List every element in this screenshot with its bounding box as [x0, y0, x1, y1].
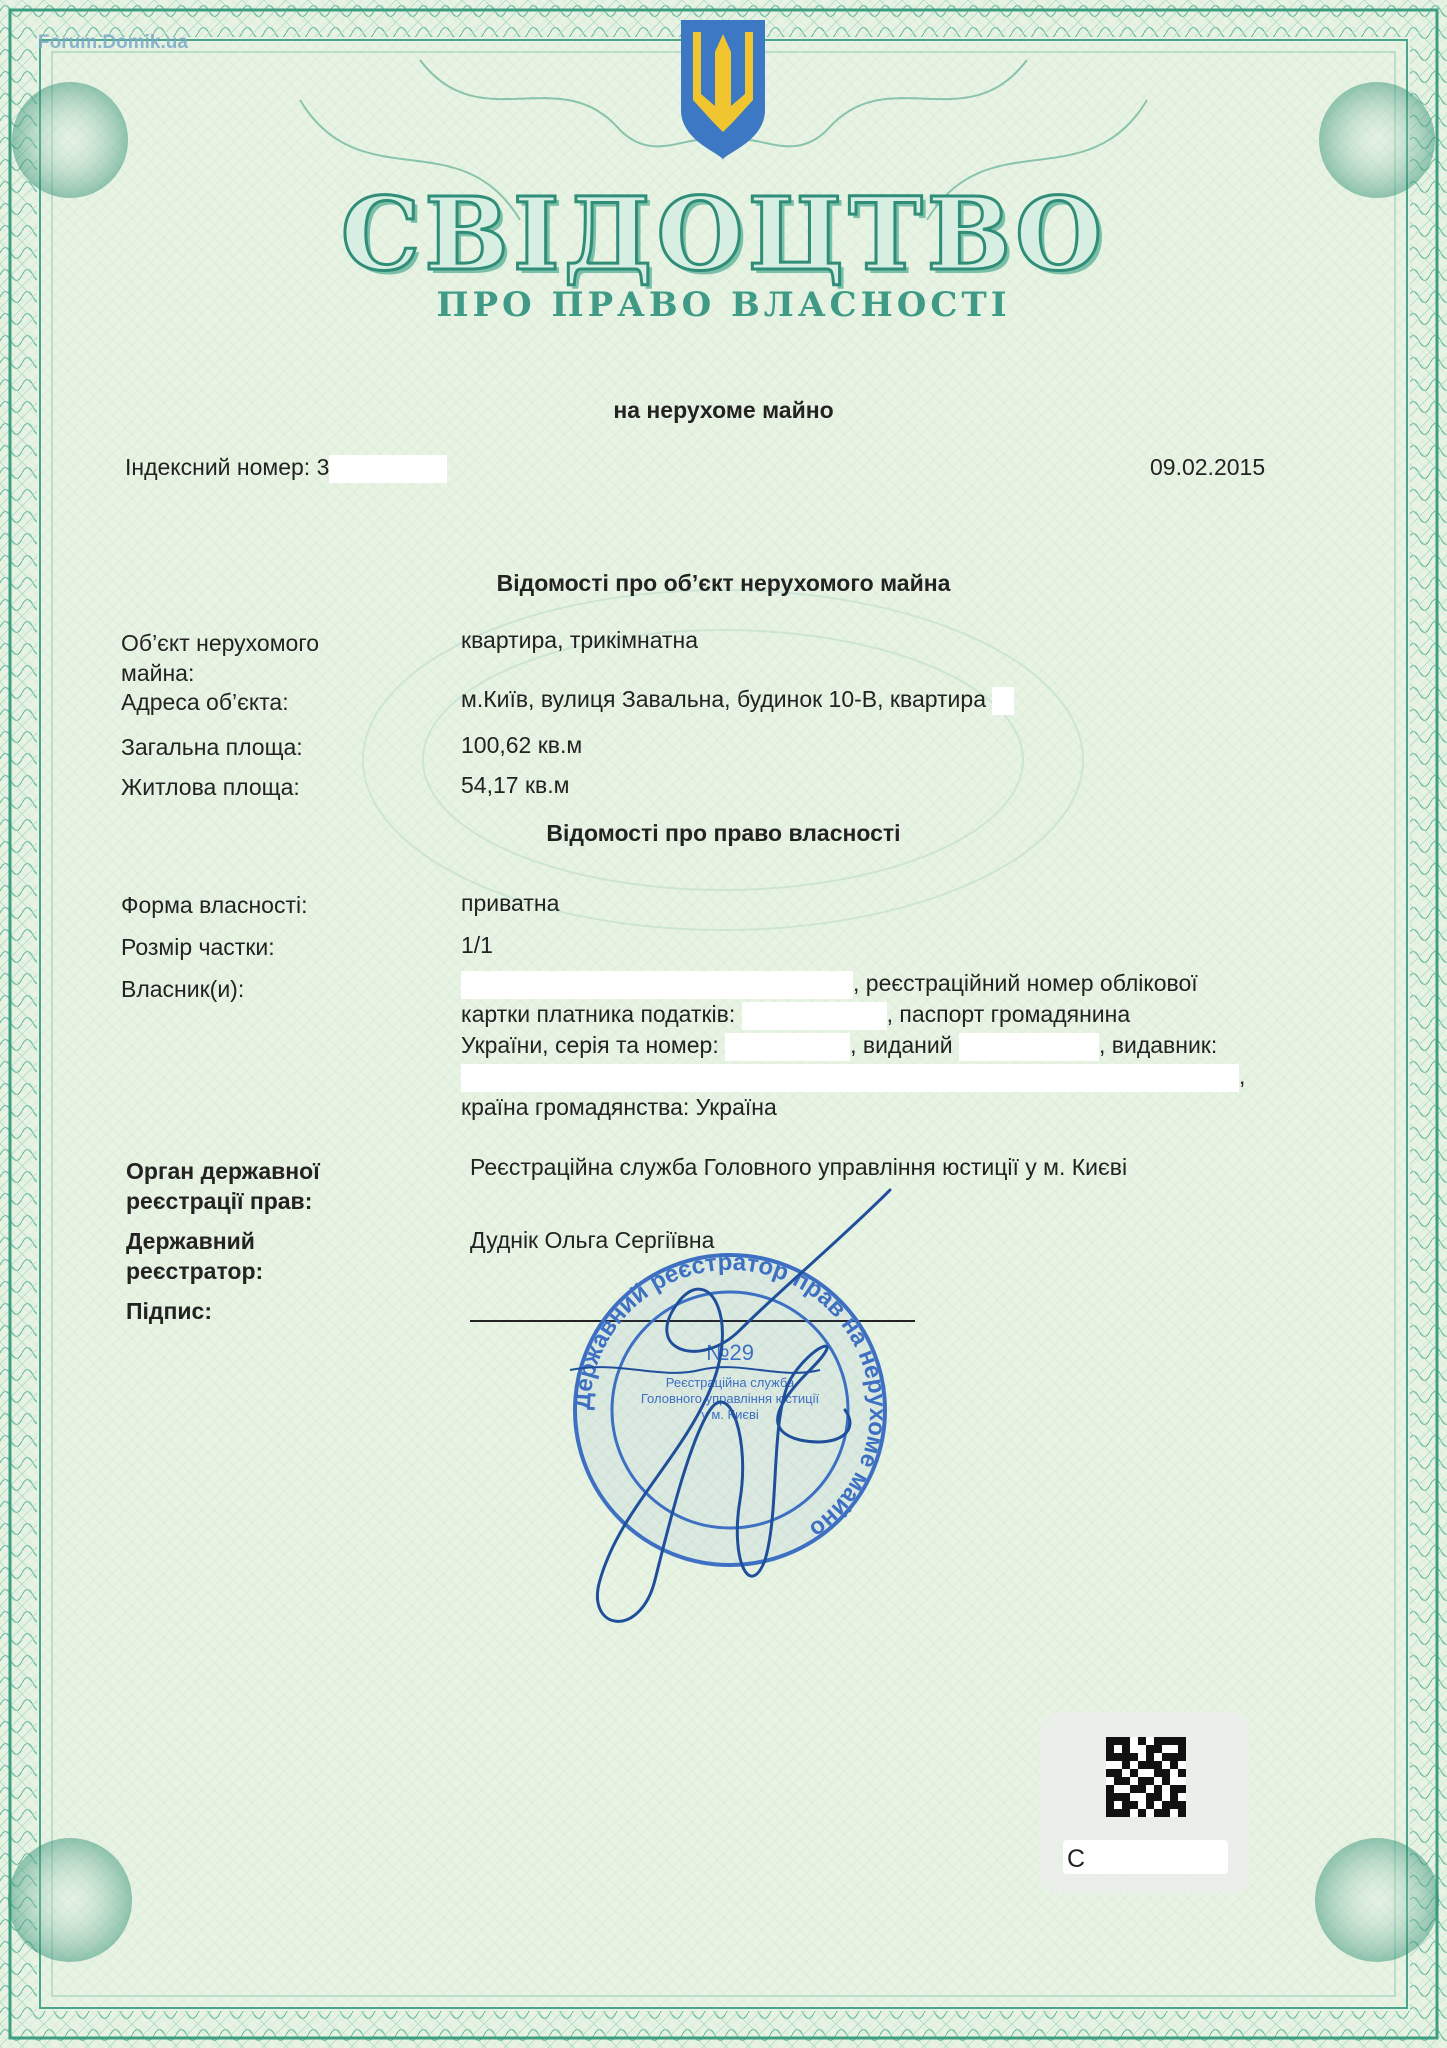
- stamp-number: №29: [705, 1340, 755, 1365]
- qr-module: [1154, 1737, 1162, 1745]
- qr-module: [1170, 1777, 1178, 1785]
- ownership-form-value: приватна: [461, 890, 560, 916]
- qr-module: [1162, 1769, 1170, 1777]
- qr-code: [1106, 1737, 1186, 1817]
- qr-module: [1122, 1785, 1130, 1793]
- qr-module: [1162, 1793, 1170, 1801]
- qr-module: [1106, 1785, 1114, 1793]
- qr-module: [1130, 1801, 1138, 1809]
- qr-module: [1146, 1809, 1154, 1817]
- qr-module: [1130, 1777, 1138, 1785]
- qr-module: [1178, 1793, 1186, 1801]
- qr-module: [1162, 1777, 1170, 1785]
- total-area-label: Загальна площа:: [121, 734, 303, 760]
- qr-module: [1162, 1745, 1170, 1753]
- owner-details: [461, 968, 1291, 1122]
- qr-module: [1178, 1809, 1186, 1817]
- owner-line-4: [461, 1061, 1291, 1092]
- qr-module: [1154, 1761, 1162, 1769]
- qr-module: [1114, 1785, 1122, 1793]
- qr-module: [1154, 1785, 1162, 1793]
- qr-module: [1106, 1793, 1114, 1801]
- stamp-ring-text: Державний реєстратор прав на нерухоме майно: [568, 1248, 892, 1544]
- qr-module: [1106, 1809, 1114, 1817]
- signature-label: Підпис:: [126, 1298, 213, 1324]
- owner-issued-label: , виданий: [850, 1031, 953, 1058]
- qr-module: [1178, 1769, 1186, 1777]
- qr-module: [1106, 1745, 1114, 1753]
- qr-module: [1114, 1737, 1122, 1745]
- owner-passport-label: , паспорт громадянина: [886, 1000, 1131, 1027]
- serial-number-prefix: С: [1067, 1845, 1086, 1873]
- qr-module: [1154, 1777, 1162, 1785]
- qr-module: [1170, 1745, 1178, 1753]
- qr-module: [1114, 1793, 1122, 1801]
- owner-line-4-comma: ,: [1239, 1062, 1246, 1089]
- living-area-value: 54,17 кв.м: [461, 772, 570, 798]
- qr-module: [1114, 1777, 1122, 1785]
- qr-module: [1170, 1785, 1178, 1793]
- qr-module: [1146, 1737, 1154, 1745]
- qr-module: [1170, 1761, 1178, 1769]
- issuer-redaction: [461, 1064, 1239, 1092]
- qr-module: [1178, 1801, 1186, 1809]
- forum-watermark-logo: Forum.Domik.ua: [38, 32, 188, 53]
- qr-module: [1146, 1785, 1154, 1793]
- qr-module: [1178, 1753, 1186, 1761]
- qr-module: [1146, 1793, 1154, 1801]
- share-size-label: Розмір частки:: [121, 934, 275, 960]
- qr-module: [1130, 1737, 1138, 1745]
- qr-module: [1114, 1801, 1122, 1809]
- owner-name-redaction: [461, 971, 853, 999]
- qr-module: [1122, 1761, 1130, 1769]
- property-address-label: Адреса об’єкта:: [121, 689, 289, 715]
- qr-module: [1170, 1753, 1178, 1761]
- passport-number-redaction: [725, 1033, 850, 1061]
- qr-module: [1154, 1793, 1162, 1801]
- qr-module: [1146, 1761, 1154, 1769]
- qr-module: [1130, 1753, 1138, 1761]
- object-type-line: на нерухоме майно: [613, 397, 834, 423]
- owner-issuer-label: , видавник:: [1098, 1031, 1218, 1058]
- owner-label: Власник(и):: [121, 976, 245, 1002]
- property-object-value: квартира, трикімнатна: [461, 627, 699, 653]
- ownership-form-label: Форма власності:: [121, 892, 308, 918]
- qr-module: [1146, 1753, 1154, 1761]
- qr-module: [1154, 1801, 1162, 1809]
- certificate-subtitle: ПРО ПРАВО ВЛАСНОСТІ: [436, 285, 1011, 325]
- stamp-inner-text: Реєстраційна служба Головного управління юстиції у м. Києві: [640, 1375, 820, 1422]
- qr-module: [1138, 1809, 1146, 1817]
- owner-tax-card-label: картки платника податків:: [461, 1000, 736, 1027]
- qr-module: [1130, 1745, 1138, 1753]
- qr-module: [1162, 1761, 1170, 1769]
- qr-module: [1178, 1745, 1186, 1753]
- total-area-value: 100,62 кв.м: [461, 732, 583, 758]
- qr-module: [1106, 1777, 1114, 1785]
- property-address-value: [461, 684, 1014, 715]
- registration-authority-label: Орган державної реєстрації прав:: [126, 1158, 320, 1214]
- qr-module: [1130, 1769, 1138, 1777]
- qr-module: [1146, 1777, 1154, 1785]
- qr-module: [1138, 1737, 1146, 1745]
- qr-module: [1146, 1769, 1154, 1777]
- qr-module: [1170, 1737, 1178, 1745]
- qr-module: [1146, 1801, 1154, 1809]
- qr-module: [1154, 1745, 1162, 1753]
- qr-module: [1154, 1753, 1162, 1761]
- qr-module: [1106, 1769, 1114, 1777]
- qr-module: [1106, 1761, 1114, 1769]
- qr-module: [1106, 1737, 1114, 1745]
- qr-module: [1170, 1769, 1178, 1777]
- qr-module: [1122, 1777, 1130, 1785]
- issue-date-redaction: [959, 1033, 1099, 1061]
- qr-module: [1162, 1801, 1170, 1809]
- qr-module: [1138, 1777, 1146, 1785]
- qr-module: [1122, 1753, 1130, 1761]
- qr-module: [1114, 1761, 1122, 1769]
- qr-module: [1106, 1801, 1114, 1809]
- qr-module: [1178, 1777, 1186, 1785]
- qr-module: [1122, 1809, 1130, 1817]
- property-address-text: м.Київ, вулиця Завальна, будинок 10-В, квартира: [461, 686, 986, 712]
- owner-passport-number-label: України, серія та номер:: [461, 1031, 719, 1058]
- handwritten-signature: [560, 1180, 920, 1650]
- qr-module: [1114, 1809, 1122, 1817]
- qr-module: [1138, 1785, 1146, 1793]
- qr-module: [1138, 1769, 1146, 1777]
- qr-module: [1114, 1753, 1122, 1761]
- qr-module: [1138, 1761, 1146, 1769]
- index-number-redaction: [329, 455, 447, 483]
- registrar-label: Державний реєстратор:: [126, 1228, 264, 1284]
- qr-module: [1178, 1785, 1186, 1793]
- qr-module: [1154, 1809, 1162, 1817]
- owner-line-1: [461, 968, 1291, 999]
- qr-module: [1130, 1761, 1138, 1769]
- registration-authority-value: Реєстраційна служба Головного управління юстиції у м. Києві: [470, 1154, 1128, 1180]
- qr-module: [1122, 1737, 1130, 1745]
- qr-module: [1130, 1785, 1138, 1793]
- qr-module: [1154, 1769, 1162, 1777]
- qr-module: [1162, 1753, 1170, 1761]
- qr-module: [1162, 1737, 1170, 1745]
- qr-module: [1122, 1769, 1130, 1777]
- qr-module: [1162, 1809, 1170, 1817]
- index-number: [125, 452, 447, 483]
- qr-module: [1178, 1737, 1186, 1745]
- qr-module: [1138, 1793, 1146, 1801]
- qr-module: [1138, 1753, 1146, 1761]
- qr-module: [1122, 1745, 1130, 1753]
- serial-number-redaction: [1063, 1840, 1228, 1874]
- qr-module: [1106, 1753, 1114, 1761]
- qr-module: [1130, 1793, 1138, 1801]
- qr-module: [1114, 1745, 1122, 1753]
- qr-module: [1130, 1809, 1138, 1817]
- qr-module: [1170, 1801, 1178, 1809]
- owner-tax-id-label: , реєстраційний номер облікової: [853, 970, 1198, 996]
- issue-date: 09.02.2015: [1150, 454, 1266, 480]
- owner-line-5: країна громадянства: Україна: [461, 1093, 777, 1120]
- qr-module: [1138, 1745, 1146, 1753]
- qr-module: [1170, 1793, 1178, 1801]
- share-size-value: 1/1: [461, 932, 493, 958]
- qr-module: [1170, 1809, 1178, 1817]
- qr-module: [1178, 1761, 1186, 1769]
- qr-module: [1114, 1769, 1122, 1777]
- ownership-section-heading: Відомості про право власності: [546, 820, 901, 846]
- qr-module: [1162, 1785, 1170, 1793]
- qr-module: [1122, 1793, 1130, 1801]
- owner-line-3: [461, 1030, 1291, 1061]
- tax-number-redaction: [742, 1002, 887, 1030]
- owner-line-2: [461, 999, 1291, 1030]
- qr-module: [1138, 1801, 1146, 1809]
- registrar-value: Дуднік Ольга Сергіївна: [470, 1227, 715, 1253]
- apartment-number-redaction: [992, 687, 1014, 715]
- certificate-title: СВІДОЦТВО: [340, 175, 1107, 293]
- index-number-label: Індексний номер: 3: [125, 454, 330, 480]
- property-section-heading: Відомості про об’єкт нерухомого майна: [496, 570, 951, 596]
- qr-module: [1122, 1801, 1130, 1809]
- property-object-label: Об’єкт нерухомого майна:: [121, 630, 319, 686]
- qr-module: [1146, 1745, 1154, 1753]
- living-area-label: Житлова площа:: [121, 774, 300, 800]
